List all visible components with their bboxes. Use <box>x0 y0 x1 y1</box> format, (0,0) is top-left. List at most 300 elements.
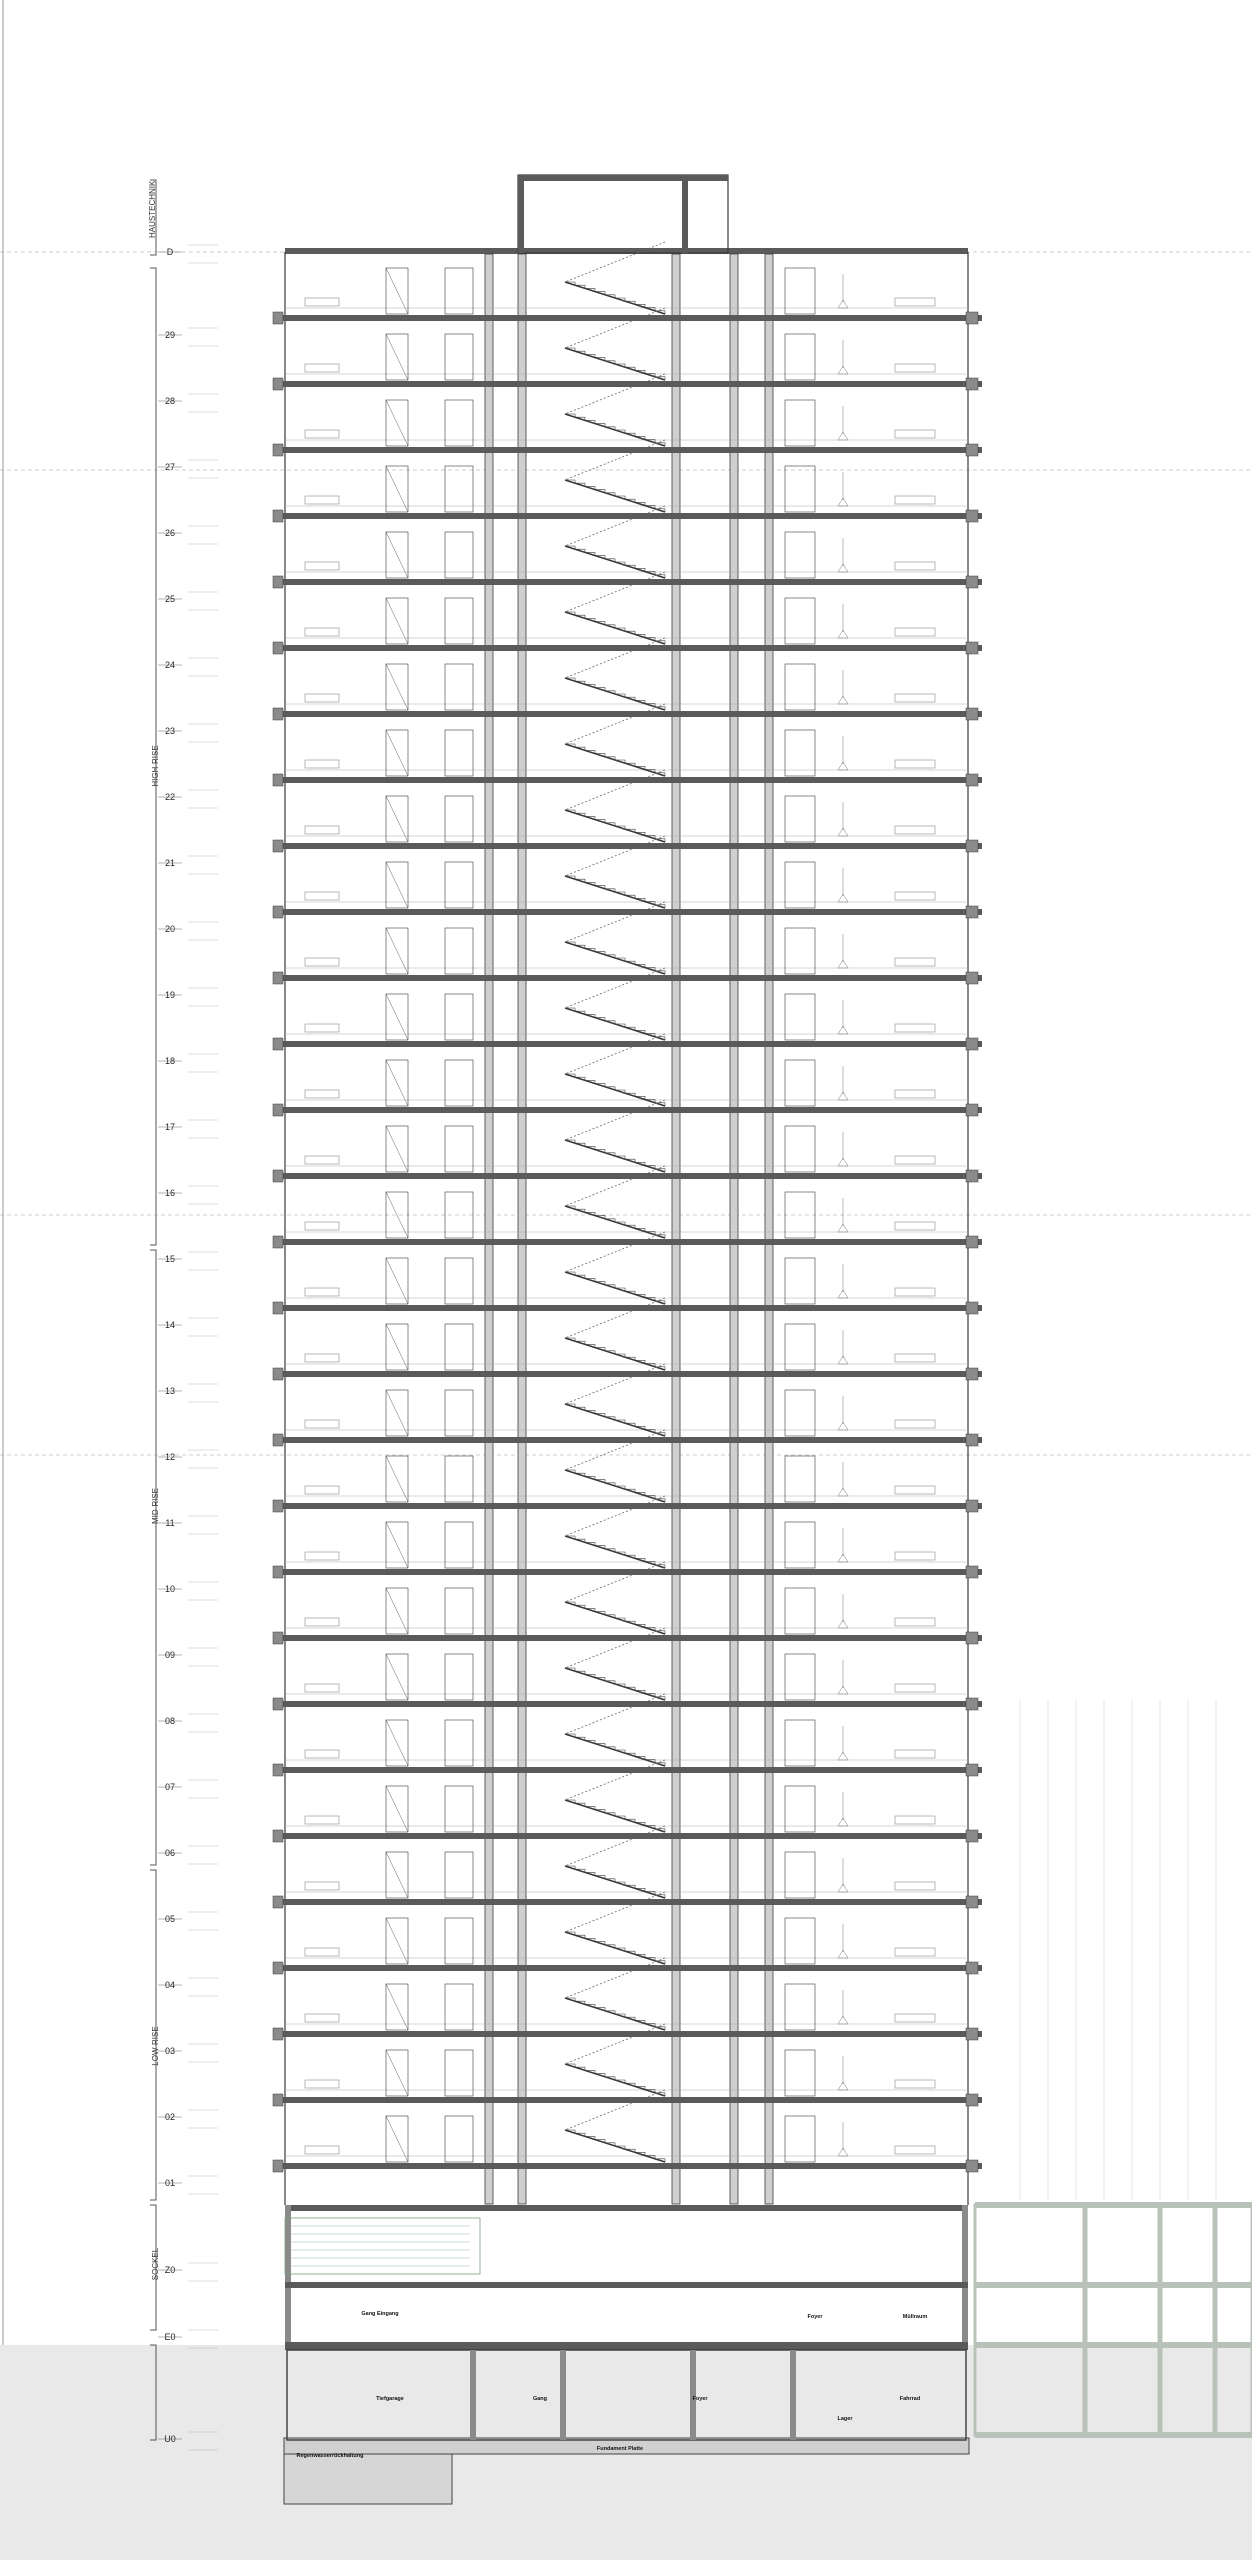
floor-number-22: 22 <box>164 792 176 802</box>
stair-stringer-upper <box>565 1496 665 1536</box>
door-opening <box>445 2050 473 2096</box>
slab-edge-right <box>966 1368 978 1380</box>
furniture-outline <box>895 2146 935 2154</box>
furniture-outline <box>305 2014 339 2022</box>
stair-stringer-upper <box>565 1826 665 1866</box>
zone-label-text: HIGH-RISE <box>151 745 160 787</box>
furniture-outline <box>895 892 935 900</box>
floor-slab <box>277 909 982 915</box>
door-opening <box>785 268 815 314</box>
slab-edge-left <box>273 2094 283 2106</box>
slab-edge-left <box>273 1632 283 1644</box>
door-swing <box>386 730 408 776</box>
stair-stringer-upper <box>565 440 665 480</box>
slab-edge-left <box>273 972 283 984</box>
furniture-outline <box>895 298 935 306</box>
slab-edge-right <box>966 1764 978 1776</box>
room-label: Gang Eingang <box>361 2311 399 2317</box>
furniture-outline <box>305 628 339 636</box>
door-swing <box>386 664 408 710</box>
door-opening <box>785 1984 815 2030</box>
door-opening <box>445 2116 473 2162</box>
door-opening <box>785 1588 815 1634</box>
floor-slab <box>277 2031 982 2037</box>
slab-edge-left <box>273 1236 283 1248</box>
door-swing <box>386 1258 408 1304</box>
stair-stringer-upper <box>565 770 665 810</box>
basement-wall <box>470 2350 476 2440</box>
stair-stringer-upper <box>565 836 665 876</box>
furniture-outline <box>305 1354 339 1362</box>
door-swing <box>386 1720 408 1766</box>
floor-slab <box>277 777 982 783</box>
door-swing <box>386 1588 408 1634</box>
door-opening <box>785 1654 815 1700</box>
door-opening <box>445 730 473 776</box>
floor-number-04: 04 <box>164 1980 176 1990</box>
door-opening <box>785 1918 815 1964</box>
slab-edge-left <box>273 708 283 720</box>
stair-stringer-upper <box>565 308 665 348</box>
door-opening <box>785 796 815 842</box>
furniture-outline <box>305 430 339 438</box>
furniture-outline <box>305 1684 339 1692</box>
podium-wall-right <box>962 2205 968 2345</box>
floor-number-02: 02 <box>164 2112 176 2122</box>
door-opening <box>445 796 473 842</box>
floor-slab <box>277 2163 982 2169</box>
door-opening <box>445 1060 473 1106</box>
door-swing <box>386 1060 408 1106</box>
slab-edge-right <box>966 1698 978 1710</box>
slab-edge-left <box>273 444 283 456</box>
floor-slab <box>277 1767 982 1773</box>
floor-slab <box>277 1041 982 1047</box>
floor-number-14: 14 <box>164 1320 176 1330</box>
floor-slab <box>277 711 982 717</box>
floor-slab <box>277 1305 982 1311</box>
slab-edge-left <box>273 1764 283 1776</box>
door-swing <box>386 1918 408 1964</box>
podium-mid-slab <box>285 2282 968 2288</box>
furniture-outline <box>305 496 339 504</box>
slab-edge-right <box>966 510 978 522</box>
slab-edge-right <box>966 642 978 654</box>
floor-slab <box>277 315 982 321</box>
door-opening <box>785 1060 815 1106</box>
furniture-outline <box>305 694 339 702</box>
door-opening <box>445 1852 473 1898</box>
furniture-outline <box>895 1090 935 1098</box>
door-opening <box>445 1456 473 1502</box>
door-opening <box>445 664 473 710</box>
furniture-outline <box>895 1024 935 1032</box>
door-opening <box>785 928 815 974</box>
floor-number-17: 17 <box>164 1122 176 1132</box>
foundation-pit <box>284 2454 452 2504</box>
furniture-outline <box>305 298 339 306</box>
door-swing <box>386 268 408 314</box>
core-wall-3 <box>672 254 680 2204</box>
door-opening <box>785 1258 815 1304</box>
furniture-outline <box>305 364 339 372</box>
furniture-outline <box>895 1222 935 1230</box>
floor-number-20: 20 <box>164 924 176 934</box>
floor-number-Z0: Z0 <box>164 2265 176 2275</box>
stair-stringer-upper <box>565 968 665 1008</box>
door-opening <box>445 532 473 578</box>
floor-level-labels <box>158 245 218 2450</box>
slab-edge-left <box>273 906 283 918</box>
slab-edge-right <box>966 1104 978 1116</box>
room-label: Fundament Platte <box>596 2446 644 2452</box>
floor-slab <box>277 1239 982 1245</box>
floor-number-29: 29 <box>164 330 176 340</box>
furniture-outline <box>895 562 935 570</box>
room-label: Gang <box>532 2396 548 2402</box>
stair-stringer-upper <box>565 1298 665 1338</box>
door-opening <box>445 928 473 974</box>
door-opening <box>445 400 473 446</box>
floor-slab <box>277 513 982 519</box>
slab-edge-right <box>966 1566 978 1578</box>
stair-stringer-upper <box>565 638 665 678</box>
furniture-outline <box>305 1486 339 1494</box>
furniture-outline <box>895 1552 935 1560</box>
stair-stringer-upper <box>565 1232 665 1272</box>
slab-edge-right <box>966 2094 978 2106</box>
stair-stringer-upper <box>565 1628 665 1668</box>
door-opening <box>445 334 473 380</box>
slab-edge-right <box>966 1170 978 1182</box>
door-opening <box>785 1456 815 1502</box>
floor-number-19: 19 <box>164 990 176 1000</box>
stair-stringer-upper <box>565 902 665 942</box>
floor-number-07: 07 <box>164 1782 176 1792</box>
door-opening <box>445 1786 473 1832</box>
core-wall-5 <box>765 254 773 2204</box>
furniture-outline <box>305 2146 339 2154</box>
floor-number-25: 25 <box>164 594 176 604</box>
planting-box <box>285 2218 480 2274</box>
slab-edge-left <box>273 378 283 390</box>
floor-slab <box>277 579 982 585</box>
slab-edge-left <box>273 576 283 588</box>
furniture-outline <box>895 430 935 438</box>
slab-edge-left <box>273 1368 283 1380</box>
stair-stringer-upper <box>565 2024 665 2064</box>
floor-slab <box>277 2097 982 2103</box>
furniture-outline <box>895 958 935 966</box>
stair-stringer-upper <box>565 572 665 612</box>
stair-stringer-upper <box>565 1958 665 1998</box>
door-opening <box>785 1786 815 1832</box>
basement-wall <box>560 2350 566 2440</box>
stair-stringer-upper <box>565 1100 665 1140</box>
furniture-outline <box>895 1288 935 1296</box>
furniture-outline <box>895 1420 935 1428</box>
door-opening <box>785 334 815 380</box>
slab-edge-right <box>966 2028 978 2040</box>
floor-number-27: 27 <box>164 462 176 472</box>
furniture-outline <box>305 1156 339 1164</box>
slab-edge-right <box>966 312 978 324</box>
rooftop-wall-right <box>682 175 688 253</box>
slab-edge-right <box>966 1236 978 1248</box>
zone-label-text: SOCKEL <box>151 2247 160 2281</box>
door-opening <box>785 664 815 710</box>
room-label: Foyer <box>807 2314 823 2320</box>
rooftop-slab <box>518 175 728 181</box>
floor-number-09: 09 <box>164 1650 176 1660</box>
basement-wall <box>790 2350 796 2440</box>
furniture-outline <box>305 562 339 570</box>
door-opening <box>785 1852 815 1898</box>
door-opening <box>785 1720 815 1766</box>
door-opening <box>445 1390 473 1436</box>
neighbor-building <box>975 1700 1252 2435</box>
floor-slab <box>277 381 982 387</box>
door-opening <box>785 1126 815 1172</box>
slab-edge-right <box>966 840 978 852</box>
door-opening <box>445 1918 473 1964</box>
floor-slab <box>277 1899 982 1905</box>
stair-stringer-upper <box>565 1892 665 1932</box>
floor-slab <box>277 1503 982 1509</box>
floor-number-23: 23 <box>164 726 176 736</box>
slab-edge-right <box>966 1632 978 1644</box>
slab-edge-left <box>273 774 283 786</box>
zone-label-text: LOW-RISE <box>151 2026 160 2066</box>
stair-stringer-upper <box>565 1430 665 1470</box>
slab-edge-right <box>966 1500 978 1512</box>
stair-stringer-upper <box>565 1694 665 1734</box>
slab-edge-left <box>273 1038 283 1050</box>
floor-number-28: 28 <box>164 396 176 406</box>
floor-number-05: 05 <box>164 1914 176 1924</box>
slab-edge-left <box>273 2160 283 2172</box>
furniture-outline <box>305 958 339 966</box>
door-opening <box>785 1522 815 1568</box>
furniture-outline <box>305 1222 339 1230</box>
furniture-outline <box>305 1420 339 1428</box>
furniture-outline <box>895 826 935 834</box>
slab-edge-right <box>966 378 978 390</box>
door-opening <box>445 598 473 644</box>
room-label: Müllraum <box>902 2314 928 2320</box>
stair-stringer-upper <box>565 1364 665 1404</box>
floor-number-15: 15 <box>164 1254 176 1264</box>
door-swing <box>386 1324 408 1370</box>
furniture-outline <box>305 1552 339 1560</box>
floor-slab <box>277 1965 982 1971</box>
slab-edge-right <box>966 2160 978 2172</box>
door-opening <box>785 2116 815 2162</box>
door-swing <box>386 532 408 578</box>
door-opening <box>785 730 815 776</box>
slab-edge-right <box>966 1038 978 1050</box>
furniture-outline <box>305 1750 339 1758</box>
door-opening <box>445 1126 473 1172</box>
slab-edge-left <box>273 642 283 654</box>
door-opening <box>445 1324 473 1370</box>
slab-edge-right <box>966 576 978 588</box>
zone-brackets <box>150 180 156 2440</box>
slab-edge-left <box>273 312 283 324</box>
stair-stringer-upper <box>565 1166 665 1206</box>
floor-number-06: 06 <box>164 1848 176 1858</box>
furniture-outline <box>895 2080 935 2088</box>
door-swing <box>386 1126 408 1172</box>
door-swing <box>386 1984 408 2030</box>
tower-section <box>273 175 982 2205</box>
slab-edge-right <box>966 708 978 720</box>
door-opening <box>785 400 815 446</box>
room-label: Tiefgarage <box>376 2396 404 2402</box>
slab-edge-left <box>273 1434 283 1446</box>
furniture-outline <box>895 1948 935 1956</box>
zone-label-text: MID-RISE <box>151 1488 160 1524</box>
furniture-outline <box>895 364 935 372</box>
door-opening <box>445 1522 473 1568</box>
furniture-outline <box>895 1750 935 1758</box>
floor-number-24: 24 <box>164 660 176 670</box>
rooftop-wall-left <box>518 175 524 253</box>
furniture-outline <box>305 1882 339 1890</box>
slab-edge-left <box>273 1698 283 1710</box>
door-swing <box>386 994 408 1040</box>
door-swing <box>386 2050 408 2096</box>
room-label: Fahrrad <box>899 2396 921 2402</box>
slab-edge-right <box>966 1434 978 1446</box>
door-opening <box>445 1654 473 1700</box>
slab-edge-left <box>273 1104 283 1116</box>
slab-edge-right <box>966 444 978 456</box>
slab-edge-left <box>273 1830 283 1842</box>
level-guides <box>0 252 1252 1455</box>
floor-slab <box>277 1173 982 1179</box>
furniture-outline <box>895 1684 935 1692</box>
door-swing <box>386 1456 408 1502</box>
door-swing <box>386 1786 408 1832</box>
floor-slab <box>277 975 982 981</box>
floor-slab <box>277 1635 982 1641</box>
floor-slab <box>277 1833 982 1839</box>
door-swing <box>386 1192 408 1238</box>
basement-wall <box>690 2350 696 2440</box>
door-opening <box>445 994 473 1040</box>
stair-stringer-upper <box>565 374 665 414</box>
floor-number-26: 26 <box>164 528 176 538</box>
door-opening <box>785 862 815 908</box>
stair-stringer-upper <box>565 704 665 744</box>
door-opening <box>785 598 815 644</box>
slab-edge-right <box>966 1896 978 1908</box>
door-swing <box>386 400 408 446</box>
floor-number-10: 10 <box>164 1584 176 1594</box>
floor-number-E0: E0 <box>164 2332 176 2342</box>
door-opening <box>445 1588 473 1634</box>
floor-number-11: 11 <box>165 1518 175 1528</box>
slab-edge-left <box>273 1566 283 1578</box>
furniture-outline <box>895 694 935 702</box>
zone-label-text: HAUSTECHNIK <box>148 180 157 238</box>
room-label: Lager <box>837 2416 853 2422</box>
furniture-outline <box>305 1090 339 1098</box>
furniture-outline <box>895 628 935 636</box>
slab-edge-left <box>273 1962 283 1974</box>
door-opening <box>445 268 473 314</box>
floor-slab <box>277 1371 982 1377</box>
door-swing <box>386 1390 408 1436</box>
floor-number-01: 01 <box>164 2178 176 2188</box>
floor-slab <box>277 1107 982 1113</box>
stair-stringer-upper <box>565 1760 665 1800</box>
slab-edge-left <box>273 840 283 852</box>
furniture-outline <box>895 1816 935 1824</box>
furniture-outline <box>305 1024 339 1032</box>
slab-edge-right <box>966 1830 978 1842</box>
door-swing <box>386 598 408 644</box>
door-swing <box>386 862 408 908</box>
furniture-outline <box>305 826 339 834</box>
door-swing <box>386 466 408 512</box>
stair-stringer-upper <box>565 2090 665 2130</box>
floor-number-16: 16 <box>164 1188 176 1198</box>
floor-slab <box>277 645 982 651</box>
door-swing <box>386 2116 408 2162</box>
furniture-outline <box>305 1618 339 1626</box>
floor-slab <box>277 447 982 453</box>
floor-slab <box>277 1437 982 1443</box>
floor-number-21: 21 <box>164 858 176 868</box>
floor-number-12: 12 <box>164 1452 176 1462</box>
core-wall-2 <box>518 254 526 2204</box>
furniture-outline <box>305 1948 339 1956</box>
furniture-outline <box>895 2014 935 2022</box>
door-opening <box>785 532 815 578</box>
ground-floor-slab <box>285 2342 968 2350</box>
podium-roof-slab <box>285 2205 968 2211</box>
room-label: Foyer <box>692 2396 708 2402</box>
door-opening <box>445 1720 473 1766</box>
floor-number-U0: U0 <box>164 2434 176 2444</box>
floor-number-D: D <box>166 247 174 257</box>
furniture-outline <box>895 1486 935 1494</box>
furniture-outline <box>305 2080 339 2088</box>
slab-edge-left <box>273 510 283 522</box>
floor-slab <box>277 1701 982 1707</box>
slab-edge-right <box>966 1302 978 1314</box>
slab-edge-right <box>966 906 978 918</box>
door-opening <box>445 466 473 512</box>
floor-slab <box>277 843 982 849</box>
stair-stringer-upper <box>565 506 665 546</box>
stair-stringer-upper <box>565 1034 665 1074</box>
room-label: Regenwasserrückhaltung <box>296 2453 364 2459</box>
door-swing <box>386 1522 408 1568</box>
door-opening <box>785 466 815 512</box>
door-opening <box>785 994 815 1040</box>
rooftop-machine-room <box>518 175 728 253</box>
stair-stringer-upper <box>565 1562 665 1602</box>
door-swing <box>386 1654 408 1700</box>
door-swing <box>386 928 408 974</box>
door-opening <box>785 1324 815 1370</box>
slab-edge-left <box>273 1170 283 1182</box>
furniture-outline <box>895 1354 935 1362</box>
furniture-outline <box>305 1816 339 1824</box>
